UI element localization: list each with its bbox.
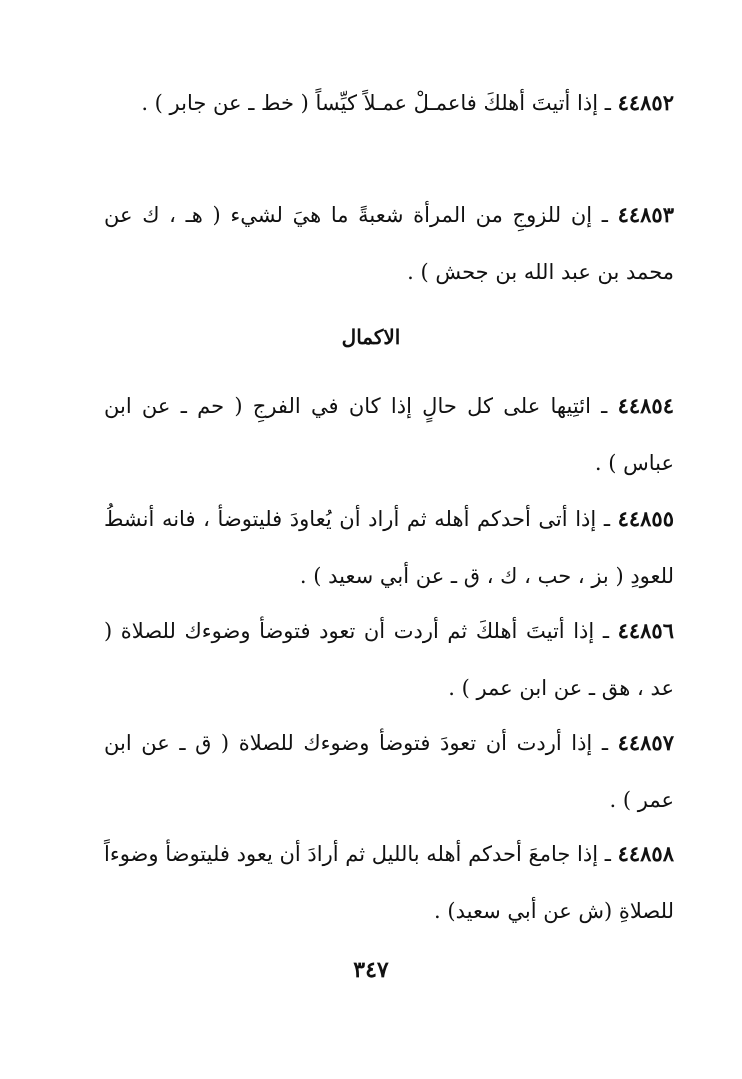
hadith-entry-44857 [104, 714, 674, 829]
hadith-number: ٤٤٨٥٣ [617, 202, 674, 227]
hadith-text: ـ إن للزوجِ من المرأة شعبةً ما هيَ لشيء ( هـ ، ك عن محمد بن عبد الله بن جحش ) . [104, 203, 674, 284]
hadith-text: ـ إذا أتيتَ أهلكَ فاعمـلْ عمـلاً كيِّساً ( خط ـ عن جابر ) . [141, 91, 611, 115]
section-heading: الاكمال [341, 325, 401, 349]
hadith-text: ـ ائتِيها على كل حالٍ إذا كان في الفرجِ ( حم ـ عن ابن عباس ) . [104, 394, 674, 475]
hadith-number: ٤٤٨٥٦ [617, 618, 674, 643]
hadith-entry-44856 [104, 602, 674, 717]
hadith-entry-44854 [104, 377, 674, 492]
hadith-number: ٤٤٨٥٨ [617, 841, 674, 866]
hadith-entry-44853 [104, 186, 674, 301]
hadith-number: ٤٤٨٥٤ [617, 393, 674, 418]
hadith-number: ٤٤٨٥٥ [617, 506, 674, 531]
hadith-number: ٤٤٨٥٧ [617, 730, 674, 755]
hadith-text: ـ إذا أتيتَ أهلكَ ثم أردت أن تعود فتوضأ وضوءك للصلاة ( عد ، هق ـ عن ابن عمر ) . [104, 619, 674, 700]
hadith-number: ٤٤٨٥٢ [617, 90, 674, 115]
page-number: ٣٤٧ [353, 957, 389, 983]
hadith-text: ـ إذا جامعَ أحدكم أهله بالليل ثم أرادَ أن يعود فليتوضأ وضوءاً للصلاةِ (ش عن أبي سعيد) . [104, 842, 674, 923]
hadith-entry-44855 [104, 490, 674, 605]
hadith-text: ـ إذا أتى أحدكم أهله ثم أراد أن يُعاودَ فليتوضأ ، فانه أنشطُ للعودِ ( بز ، حب ، ك ، ق ـ عن أبي سعيد ) . [104, 507, 674, 588]
hadith-text: ـ إذا أردت أن تعودَ فتوضأ وضوءك للصلاة ( ق ـ عن ابن عمر ) . [104, 731, 674, 812]
hadith-entry-44852 [104, 74, 674, 132]
hadith-entry-44858 [104, 825, 674, 940]
